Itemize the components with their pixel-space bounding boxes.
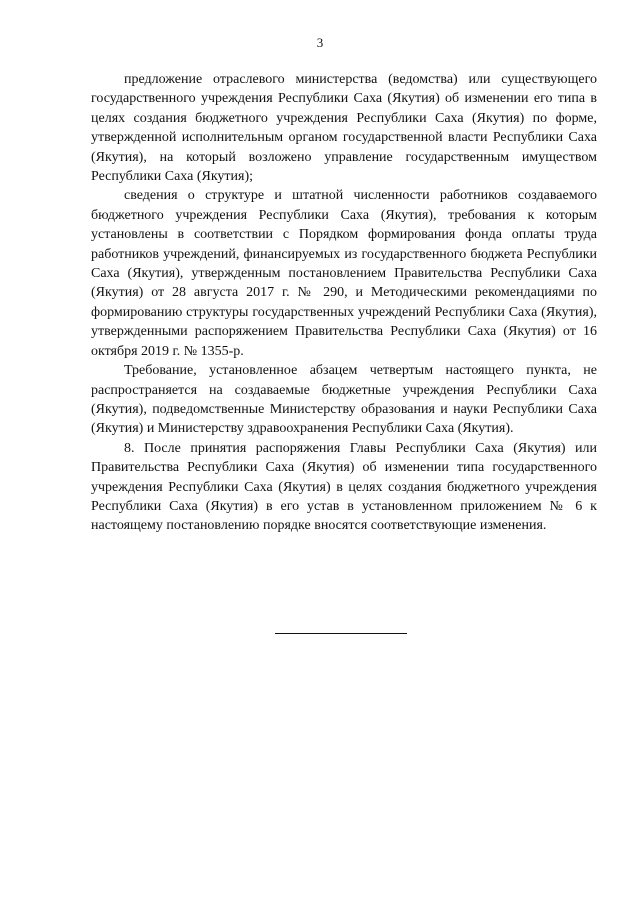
page-number: 3 [316,35,324,50]
end-divider-line [275,633,407,634]
paragraph-item-8: 8. После принятия распоряжения Главы Республики Саха (Якутия) или Правительства Республики Саха (Якутия) об изменении типа государственного учреждения Республики Саха (Якутия) в целях создания бюджетного учреждения Республики Саха (Якутия) в его устав в установленном приложением № 6 к настоящему постановлению порядке вносятся соответствующие изменения. [91,440,597,534]
paragraph-requirement-exception: Требование, установленное абзацем четвертым настоящего пункта, не распространяется на создаваемые бюджетные учреждения Республики Саха (Якутия), подведомственные Министерству образования и науки Республики Саха (Якутия) и Министерству здравоохранения Республики Саха (Якутия). [91,363,597,437]
document-body [91,70,597,536]
paragraph-ministry-proposal: предложение отраслевого министерства (ведомства) или существующего государственного учреждения Республики Саха (Якутия) об изменении его типа в целях создания бюджетного учреждения Республики Саха (Якутия) по форме, утвержденной исполнительным органом государственной власти Республики Саха (Якутия), на который возложено управление государственным имуществом Республики Саха (Якутия); [91,72,597,185]
paragraph-staff-structure: сведения о структуре и штатной численности работников создаваемого бюджетного учреждения Республики Саха (Якутия), требования к которым установлены в соответствии с Порядком формирования фонда оплаты труда работников учреждений, финансируемых из государственного бюджета Республики Саха (Якутия), утвержденным постановлением Правительства Республики Саха (Якутия) от 28 августа 2017 г. № 290, и Методическими рекомендациями по формированию структуры государственных учреждений Республики Саха (Якутия), утвержденными распоряжением Правительства Республики Саха (Якутия) от 16 октября 2019 г. № 1355-р. [91,188,597,359]
